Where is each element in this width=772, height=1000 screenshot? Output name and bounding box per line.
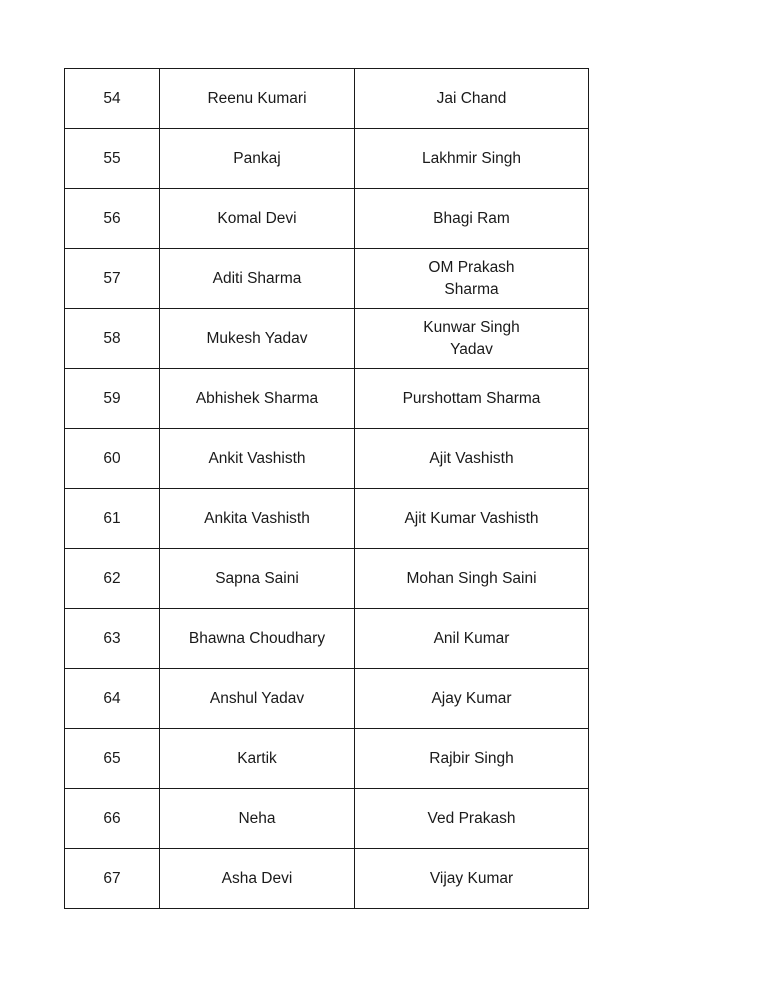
table-row — [65, 489, 589, 549]
table-row — [65, 249, 589, 309]
table-row — [65, 69, 589, 129]
father-name-cell — [355, 249, 589, 309]
serial-number-cell: 54 — [65, 69, 160, 129]
father-name-text: Anil Kumar — [433, 629, 510, 647]
table-row — [65, 609, 589, 669]
father-name-cell — [355, 549, 589, 609]
name-cell: Bhawna Choudhary — [160, 609, 355, 669]
name-cell: Mukesh Yadav — [160, 309, 355, 369]
father-name-cell — [355, 609, 589, 669]
table-row — [65, 849, 589, 909]
father-name-text: Lakhmir Singh — [421, 149, 522, 167]
father-name-text: Ved Prakash — [427, 809, 516, 827]
name-cell: Anshul Yadav — [160, 669, 355, 729]
serial-number-cell: 56 — [65, 189, 160, 249]
roster-table — [64, 68, 589, 909]
father-name-cell — [355, 669, 589, 729]
serial-number-cell: 65 — [65, 729, 160, 789]
table-row — [65, 729, 589, 789]
serial-number-cell: 63 — [65, 609, 160, 669]
table-row — [65, 549, 589, 609]
father-name-text: OM Prakash Sharma — [428, 258, 515, 298]
serial-number-cell: 60 — [65, 429, 160, 489]
roster-table-body — [65, 69, 589, 909]
name-cell: Sapna Saini — [160, 549, 355, 609]
father-name-text: Ajit Vashisth — [429, 449, 514, 467]
name-cell: Ankita Vashisth — [160, 489, 355, 549]
name-cell: Abhishek Sharma — [160, 369, 355, 429]
father-name-cell — [355, 429, 589, 489]
serial-number-cell: 55 — [65, 129, 160, 189]
name-cell: Reenu Kumari — [160, 69, 355, 129]
serial-number-cell: 62 — [65, 549, 160, 609]
name-cell: Ankit Vashisth — [160, 429, 355, 489]
father-name-cell — [355, 129, 589, 189]
table-row — [65, 369, 589, 429]
name-cell: Pankaj — [160, 129, 355, 189]
table-row — [65, 789, 589, 849]
father-name-text: Ajay Kumar — [431, 689, 512, 707]
table-row — [65, 669, 589, 729]
name-cell: Aditi Sharma — [160, 249, 355, 309]
father-name-cell — [355, 309, 589, 369]
father-name-cell — [355, 189, 589, 249]
table-row — [65, 429, 589, 489]
table-row — [65, 309, 589, 369]
father-name-cell — [355, 789, 589, 849]
father-name-text: Kunwar Singh Yadav — [423, 318, 520, 358]
name-cell: Komal Devi — [160, 189, 355, 249]
father-name-text: Mohan Singh Saini — [406, 569, 537, 587]
serial-number-cell: 64 — [65, 669, 160, 729]
serial-number-cell: 59 — [65, 369, 160, 429]
table-row — [65, 189, 589, 249]
serial-number-cell: 66 — [65, 789, 160, 849]
serial-number-cell: 57 — [65, 249, 160, 309]
name-cell: Kartik — [160, 729, 355, 789]
father-name-cell — [355, 489, 589, 549]
father-name-cell — [355, 369, 589, 429]
name-cell: Asha Devi — [160, 849, 355, 909]
father-name-text: Bhagi Ram — [433, 209, 510, 227]
father-name-text: Purshottam Sharma — [402, 389, 541, 407]
father-name-cell — [355, 69, 589, 129]
table-row — [65, 129, 589, 189]
father-name-text: Ajit Kumar Vashisth — [404, 509, 539, 527]
father-name-text: Vijay Kumar — [429, 869, 514, 887]
name-cell: Neha — [160, 789, 355, 849]
father-name-text: Rajbir Singh — [429, 749, 514, 767]
father-name-cell — [355, 729, 589, 789]
serial-number-cell: 67 — [65, 849, 160, 909]
serial-number-cell: 58 — [65, 309, 160, 369]
serial-number-cell: 61 — [65, 489, 160, 549]
father-name-text: Jai Chand — [436, 89, 507, 107]
father-name-cell — [355, 849, 589, 909]
